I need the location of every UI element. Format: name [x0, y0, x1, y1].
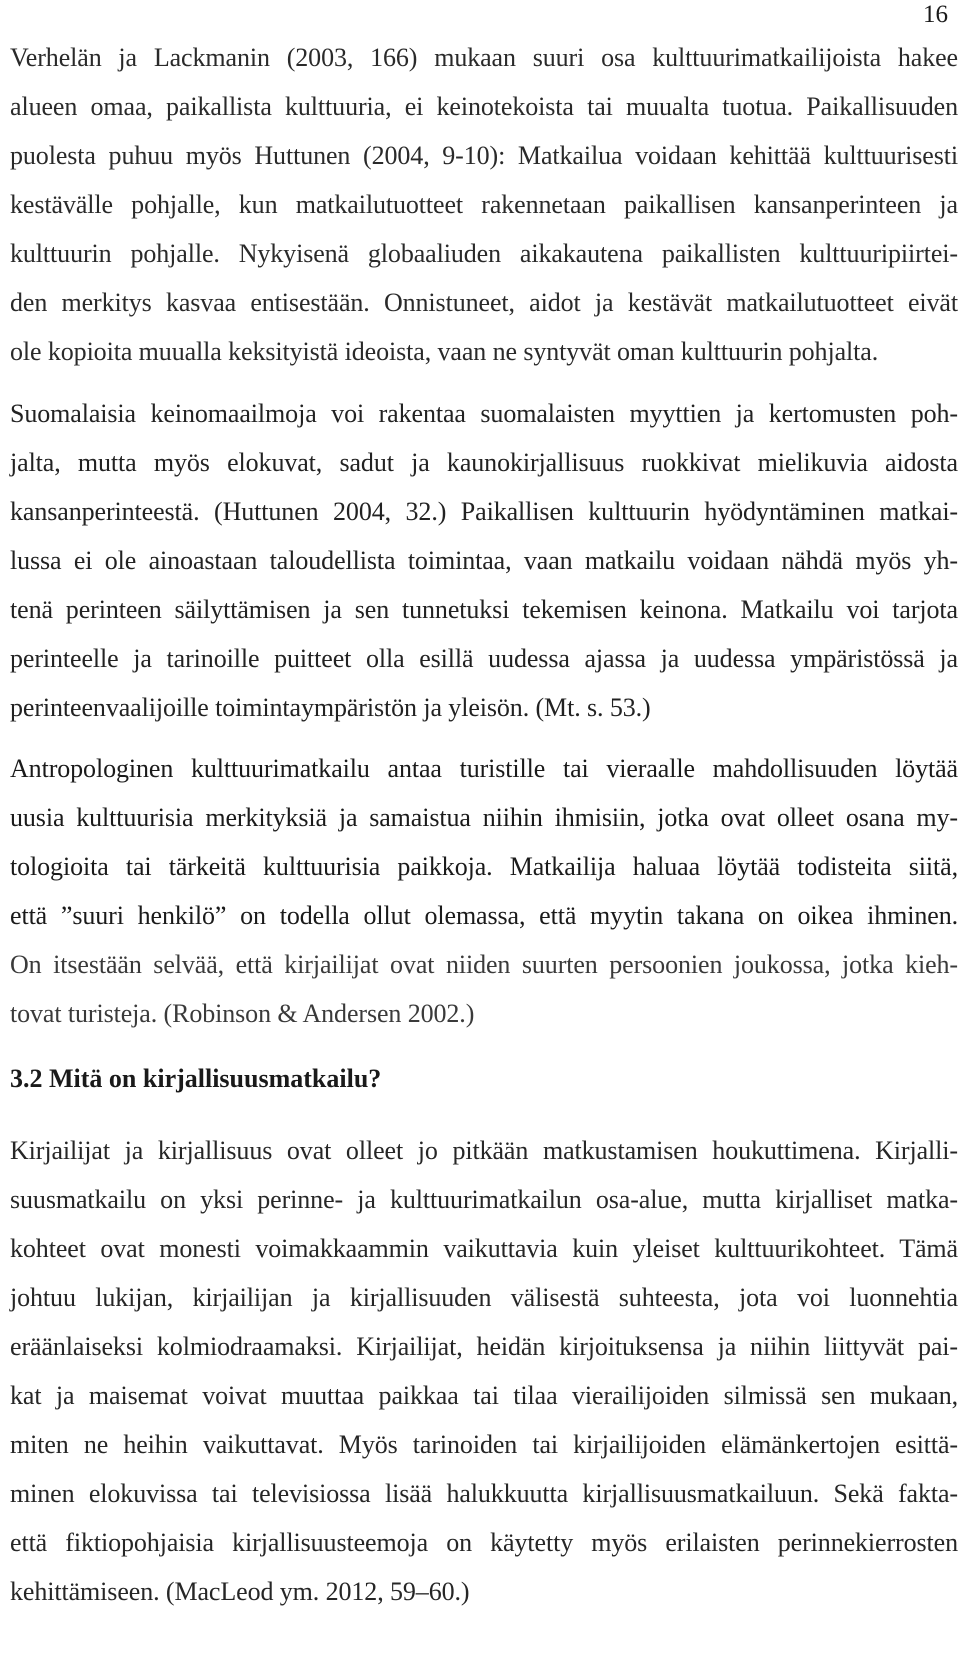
text-line: den merkitys kasvaa entisestään. Onnistuneet, aidot ja kestävät matkailutuotteet eivät	[10, 288, 958, 317]
text-line: miten ne heihin vaikuttavat. Myös tarinoiden tai kirjailijoiden elämänkertojen esittä-	[10, 1430, 958, 1459]
text-line: Antropologinen kulttuurimatkailu antaa turistille tai vieraalle mahdollisuuden löytää	[10, 754, 958, 783]
text-line: että fiktiopohjaisia kirjallisuusteemoja on käytetty myös erilaisten perinnekierrosten	[10, 1528, 958, 1557]
text-line: jalta, mutta myös elokuvat, sadut ja kaunokirjallisuus ruokkivat mielikuvia aidosta	[10, 448, 958, 477]
page-number: 16	[923, 1, 948, 28]
text-line: alueen omaa, paikallista kulttuuria, ei keinotekoista tai muualta tuotua. Paikallisuuden	[10, 92, 958, 121]
text-line: uusia kulttuurisia merkityksiä ja samaistua niihin ihmisiin, jotka ovat olleet osana my-	[10, 803, 958, 832]
paragraph-3	[10, 744, 958, 1038]
paragraph-1	[10, 33, 958, 376]
paragraph-2	[10, 389, 958, 732]
text-line: kat ja maisemat voivat muuttaa paikkaa tai tilaa vierailijoiden silmissä sen mukaan,	[10, 1381, 958, 1410]
text-line: On itsestään selvää, että kirjailijat ovat niiden suurten persoonien joukossa, jotka kieh-	[10, 950, 958, 979]
text-line: tovat turisteja. (Robinson & Andersen 2002.)	[10, 999, 475, 1028]
text-line: tenä perinteen säilyttämisen ja sen tunnetuksi tekemisen keinona. Matkailu voi tarjota	[10, 595, 958, 624]
text-line: kehittämiseen. (MacLeod ym. 2012, 59–60.)	[10, 1577, 470, 1606]
text-line: johtuu lukijan, kirjailijan ja kirjallisuuden välisestä suhteesta, jota voi luonnehtia	[10, 1283, 958, 1312]
text-line: ole kopioita muualla keksityistä ideoista, vaan ne syntyvät oman kulttuurin pohjalta.	[10, 337, 879, 366]
text-line: kulttuurin pohjalle. Nykyisenä globaaliuden aikakautena paikallisten kulttuuripiirtei-	[10, 239, 958, 268]
text-line: minen elokuvissa tai televisiossa lisää halukkuutta kirjallisuusmatkailuun. Sekä fakta-	[10, 1479, 958, 1508]
text-line: lussa ei ole ainoastaan taloudellista toimintaa, vaan matkailu voidaan nähdä myös yh-	[10, 546, 958, 575]
text-line: perinteenvaalijoille toimintaympäristön ja yleisön. (Mt. s. 53.)	[10, 693, 651, 722]
text-line: tologioita tai tärkeitä kulttuurisia paikkoja. Matkailija haluaa löytää todisteita siitä,	[10, 852, 958, 881]
text-line: Verhelän ja Lackmanin (2003, 166) mukaan suuri osa kulttuurimatkailijoista hakee	[10, 43, 958, 72]
text-line: kohteet ovat monesti voimakkaammin vaikuttavia kuin yleiset kulttuurikohteet. Tämä	[10, 1234, 958, 1263]
section-paragraph	[10, 1126, 958, 1616]
text-line: että ”suuri henkilö” on todella ollut olemassa, että myytin takana on oikea ihminen.	[10, 901, 958, 930]
text-line: kansanperinteestä. (Huttunen 2004, 32.) Paikallisen kulttuurin hyödyntäminen matkai-	[10, 497, 958, 526]
section-heading: 3.2 Mitä on kirjallisuusmatkailu?	[10, 1064, 382, 1093]
text-line: Kirjailijat ja kirjallisuus ovat olleet jo pitkään matkustamisen houkuttimena. Kirjalli-	[10, 1136, 958, 1165]
text-line: suusmatkailu on yksi perinne- ja kulttuurimatkailun osa-alue, mutta kirjalliset matka-	[10, 1185, 958, 1214]
text-line: Suomalaisia keinomaailmoja voi rakentaa suomalaisten myyttien ja kertomusten poh-	[10, 399, 958, 428]
text-line: kestävälle pohjalle, kun matkailutuotteet rakennetaan paikallisen kansanperinteen ja	[10, 190, 958, 219]
text-line: eräänlaiseksi kolmiodraamaksi. Kirjailijat, heidän kirjoituksensa ja niihin liittyvät pai-	[10, 1332, 958, 1361]
text-line: puolesta puhuu myös Huttunen (2004, 9-10): Matkailua voidaan kehittää kulttuurisesti	[10, 141, 958, 170]
text-line: perinteelle ja tarinoille puitteet olla esillä uudessa ajassa ja uudessa ympäristössä ja	[10, 644, 958, 673]
